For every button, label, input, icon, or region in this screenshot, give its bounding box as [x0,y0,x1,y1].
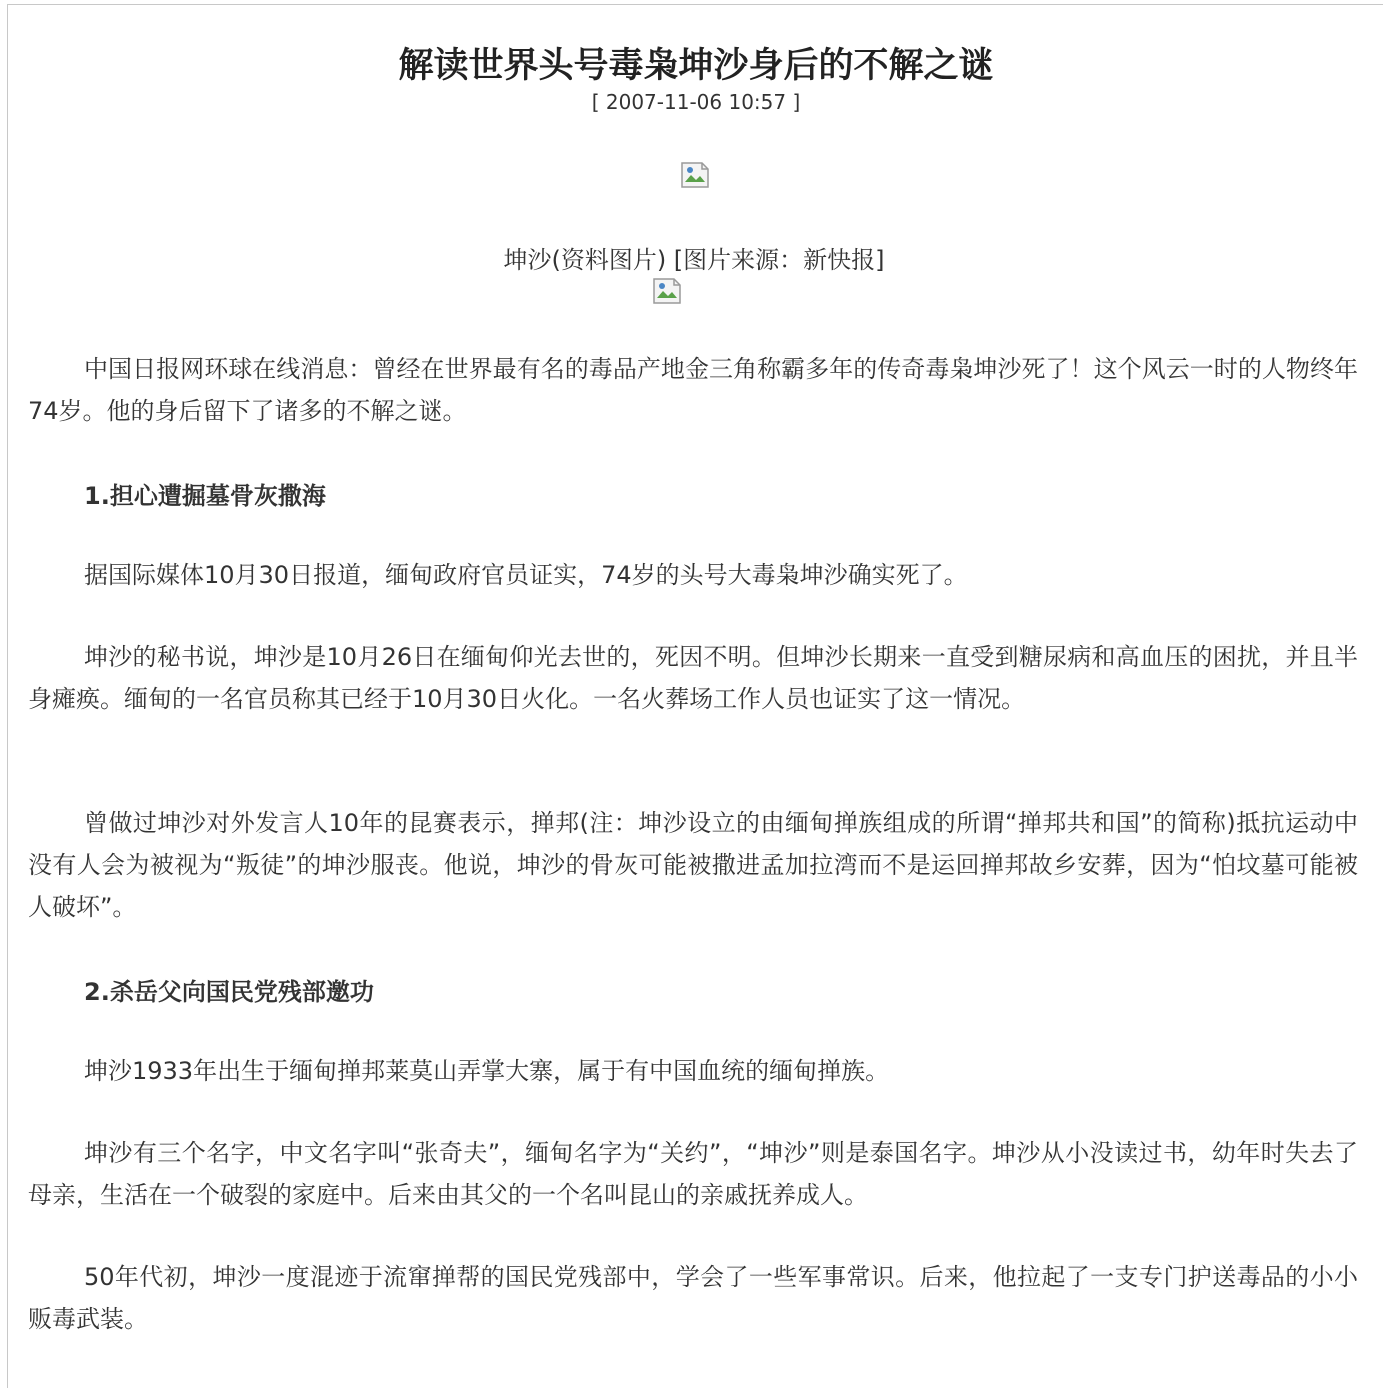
paragraph: 曾做过坤沙对外发言人10年的昆赛表示，掸邦(注：坤沙设立的由缅甸掸族组成的所谓“掸邦共和国”的简称)抵抗运动中没有人会为被视为“叛徒”的坤沙服丧。他说，坤沙的骨灰可能被撒进孟加拉湾而不是运回掸邦故乡安葬，因为“怕坟墓可能被人破坏”。 [28,809,1358,921]
section-heading-1: 1.担心遭掘墓骨灰撒海 [84,482,326,510]
section-heading-2: 2.杀岳父向国民党残部邀功 [84,978,374,1006]
article-title: 解读世界头号毒枭坤沙身后的不解之谜 [398,46,994,86]
paragraph: 坤沙1933年出生于缅甸掸邦莱莫山弄掌大寨，属于有中国血统的缅甸掸族。 [84,1057,890,1085]
paragraph: 50年代初，坤沙一度混迹于流窜掸帮的国民党残部中，学会了一些军事常识。后来，他拉起了一支专门护送毒品的小小贩毒武装。 [28,1263,1358,1333]
broken-image-icon [680,160,710,190]
paragraph: 坤沙有三个名字，中文名字叫“张奇夫”，缅甸名字为“关约”，“坤沙”则是泰国名字。坤沙从小没读过书，幼年时失去了母亲，生活在一个破裂的家庭中。后来由其父的一个名叫昆山的亲戚抚养成人。 [28,1139,1358,1209]
broken-image-icon [652,276,682,306]
paragraph: 坤沙的秘书说，坤沙是10月26日在缅甸仰光去世的，死因不明。但坤沙长期来一直受到糖尿病和高血压的困扰，并且半身瘫痪。缅甸的一名官员称其已经于10月30日火化。一名火葬场工作人员也证实了这一情况。 [28,643,1358,713]
article-date: [ 2007-11-06 10:57 ] [591,90,801,114]
image-caption: 坤沙(资料图片) [图片来源：新快报] [503,246,885,274]
paragraph: 据国际媒体10月30日报道，缅甸政府官员证实，74岁的头号大毒枭坤沙确实死了。 [84,561,968,589]
intro-paragraph: 中国日报网环球在线消息：曾经在世界最有名的毒品产地金三角称霸多年的传奇毒枭坤沙死了！这个风云一时的人物终年74岁。他的身后留下了诸多的不解之谜。 [28,355,1358,425]
